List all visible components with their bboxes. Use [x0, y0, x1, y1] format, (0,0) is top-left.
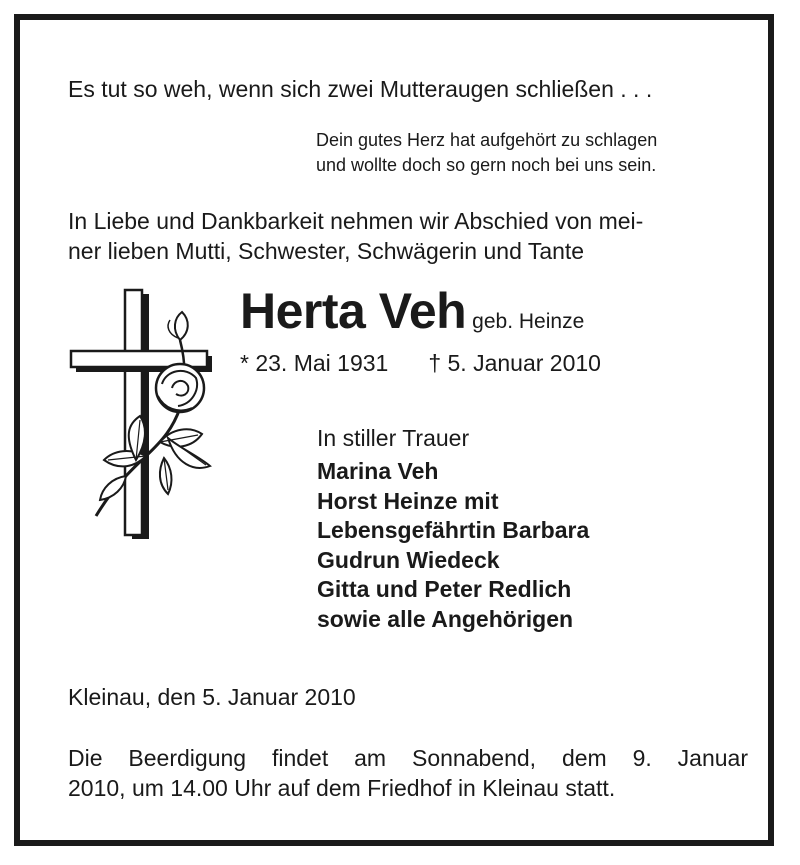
- mourner: Gudrun Wiedeck: [317, 546, 500, 573]
- mourner: Horst Heinze mit: [317, 487, 499, 514]
- place-date: Kleinau, den 5. Januar 2010: [68, 684, 356, 710]
- verse-line: und wollte doch so gern noch bei uns sein.: [316, 155, 657, 175]
- verse: [316, 128, 657, 178]
- mourner: Lebensgefährtin Barbara: [317, 517, 590, 543]
- birth-date: * 23. Mai 1931: [240, 350, 389, 376]
- mourner: sowie alle Angehörigen: [317, 605, 574, 632]
- deceased-name-line: [240, 282, 584, 340]
- mourners-list: [317, 457, 589, 634]
- intro-line: ner lieben Mutti, Schwester, Schwägerin und Tante: [68, 238, 585, 264]
- life-dates: [240, 350, 601, 377]
- grief-label: In stiller Trauer: [317, 425, 470, 451]
- mourner: Marina Veh: [317, 458, 439, 484]
- cross-with-rose-icon: [68, 288, 218, 558]
- funeral-line: Die Beerdigung findet am Sonnabend, dem 9. Januar: [68, 745, 748, 771]
- obituary-notice: [14, 14, 774, 846]
- verse-line: Dein gutes Herz hat aufgehört zu schlagen: [316, 130, 658, 150]
- intro-line: In Liebe und Dankbarkeit nehmen wir Abschied von mei-: [68, 208, 644, 234]
- mourner: Gitta und Peter Redlich: [317, 576, 572, 602]
- deceased-name: Herta Veh: [240, 283, 467, 339]
- maiden-name: geb. Heinze: [472, 310, 585, 333]
- funeral-info: [68, 743, 748, 803]
- opening-line: Es tut so weh, wenn sich zwei Mutteraugen schließen . . .: [68, 76, 653, 102]
- death-date: † 5. Januar 2010: [428, 350, 601, 376]
- intro-text: [68, 206, 643, 266]
- funeral-line: 2010, um 14.00 Uhr auf dem Friedhof in Kleinau statt.: [68, 775, 616, 801]
